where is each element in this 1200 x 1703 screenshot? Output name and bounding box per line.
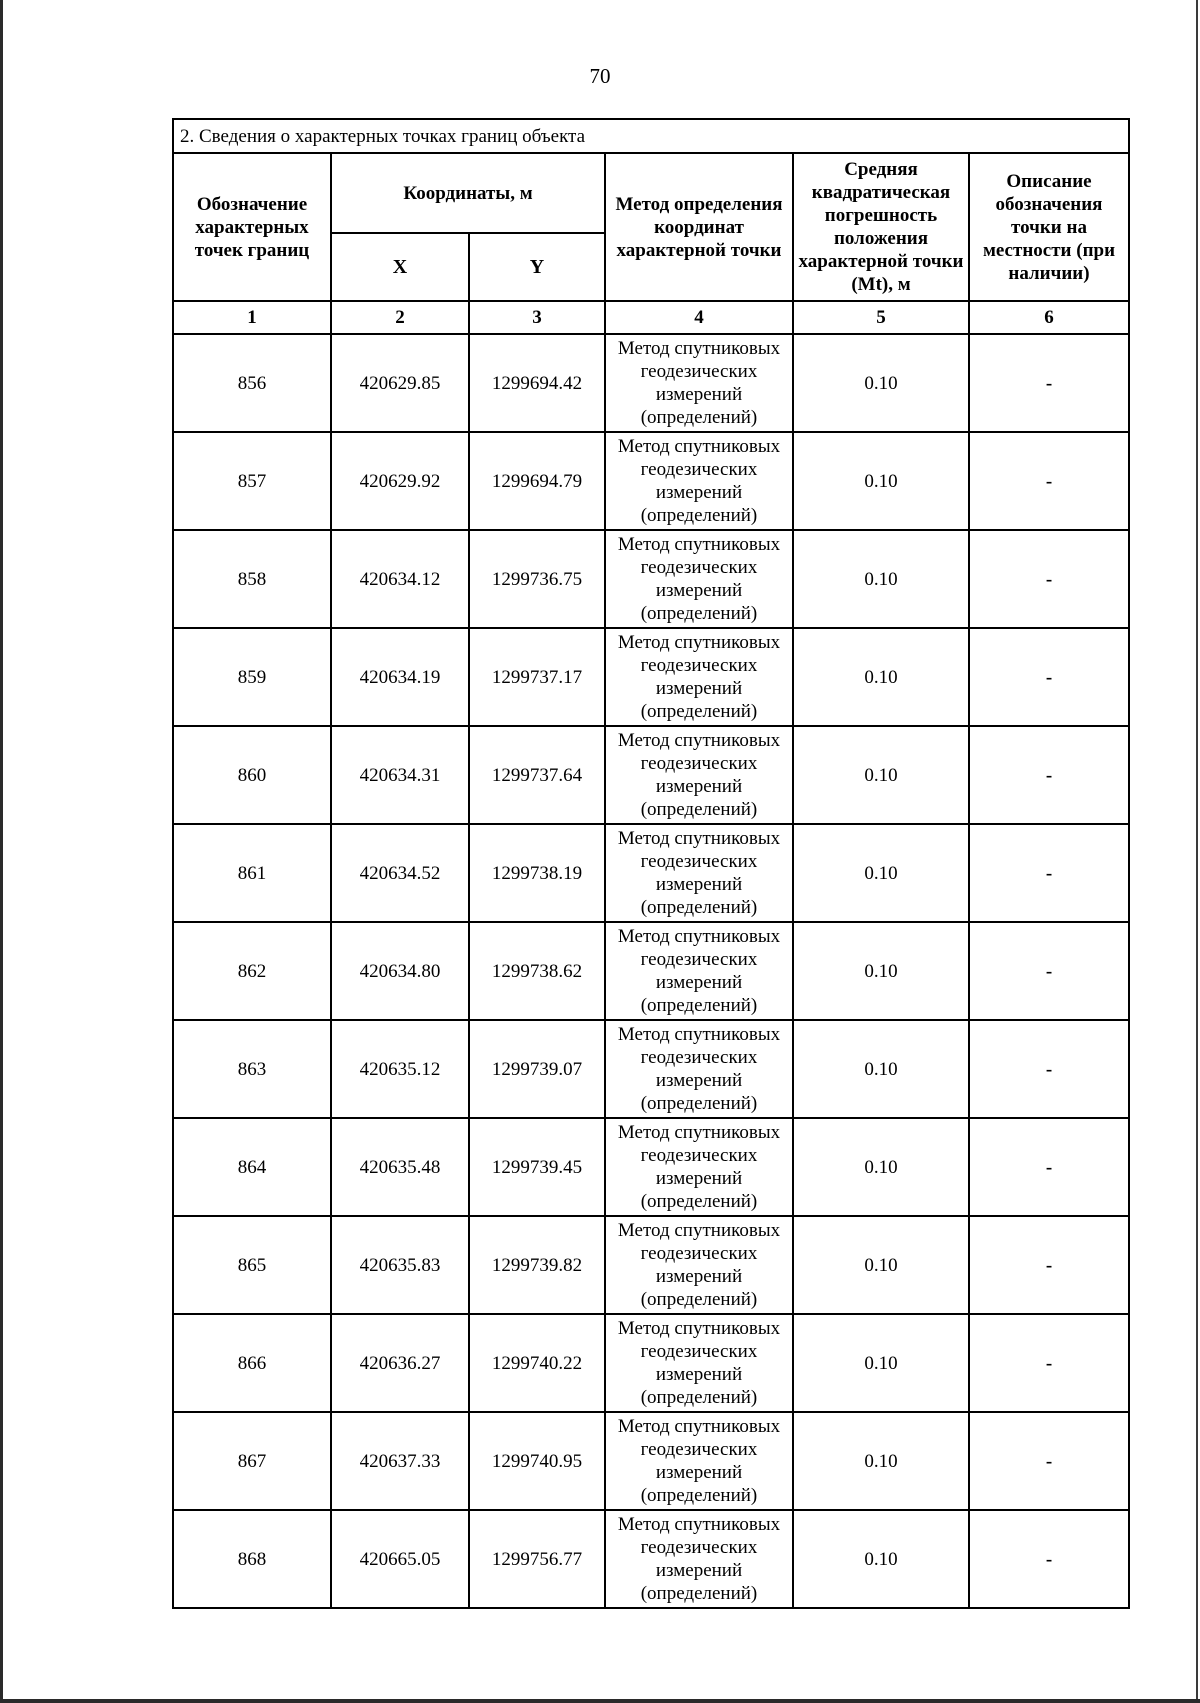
cell-mt: 0.10 [793, 1314, 969, 1412]
cell-mt: 0.10 [793, 1412, 969, 1510]
cell-point: 859 [173, 628, 331, 726]
cell-y: 1299739.45 [469, 1118, 605, 1216]
cell-description: - [969, 1510, 1129, 1608]
cell-y: 1299739.07 [469, 1020, 605, 1118]
cell-method: Метод спутниковых геодезических измерений (определений) [605, 1118, 793, 1216]
cell-x: 420634.31 [331, 726, 469, 824]
column-number-row [173, 301, 1129, 334]
cell-method: Метод спутниковых геодезических измерений (определений) [605, 1412, 793, 1510]
table-row [173, 1216, 1129, 1314]
cell-x: 420635.12 [331, 1020, 469, 1118]
cell-mt: 0.10 [793, 1510, 969, 1608]
column-number: 5 [793, 301, 969, 334]
cell-y: 1299737.17 [469, 628, 605, 726]
cell-mt: 0.10 [793, 530, 969, 628]
cell-point: 862 [173, 922, 331, 1020]
table-row [173, 334, 1129, 432]
scan-edge-left [0, 0, 3, 1703]
cell-method: Метод спутниковых геодезических измерений (определений) [605, 1020, 793, 1118]
cell-x: 420634.52 [331, 824, 469, 922]
cell-point: 867 [173, 1412, 331, 1510]
table-row [173, 824, 1129, 922]
cell-mt: 0.10 [793, 334, 969, 432]
header-y: Y [469, 233, 605, 301]
cell-mt: 0.10 [793, 1020, 969, 1118]
cell-mt: 0.10 [793, 1216, 969, 1314]
cell-x: 420629.92 [331, 432, 469, 530]
header-method: Метод определения координат характерной точки [605, 153, 793, 301]
cell-description: - [969, 530, 1129, 628]
cell-x: 420637.33 [331, 1412, 469, 1510]
cell-method: Метод спутниковых геодезических измерений (определений) [605, 628, 793, 726]
cell-description: - [969, 1216, 1129, 1314]
section-title-row [173, 119, 1129, 153]
cell-method: Метод спутниковых геодезических измерений (определений) [605, 1314, 793, 1412]
cell-description: - [969, 1314, 1129, 1412]
header-row-main [173, 153, 1129, 233]
cell-point: 860 [173, 726, 331, 824]
header-description: Описание обозначения точки на местности (при наличии) [969, 153, 1129, 301]
column-number: 4 [605, 301, 793, 334]
cell-method: Метод спутниковых геодезических измерений (определений) [605, 824, 793, 922]
table-row [173, 1118, 1129, 1216]
cell-x: 420635.48 [331, 1118, 469, 1216]
cell-x: 420629.85 [331, 334, 469, 432]
cell-description: - [969, 922, 1129, 1020]
cell-method: Метод спутниковых геодезических измерений (определений) [605, 922, 793, 1020]
cell-method: Метод спутниковых геодезических измерений (определений) [605, 1510, 793, 1608]
cell-description: - [969, 1020, 1129, 1118]
cell-point: 856 [173, 334, 331, 432]
cell-x: 420634.80 [331, 922, 469, 1020]
table-row [173, 628, 1129, 726]
cell-y: 1299694.79 [469, 432, 605, 530]
cell-description: - [969, 726, 1129, 824]
column-number: 3 [469, 301, 605, 334]
column-number: 2 [331, 301, 469, 334]
cell-y: 1299740.95 [469, 1412, 605, 1510]
cell-description: - [969, 1118, 1129, 1216]
table-row [173, 530, 1129, 628]
cell-y: 1299738.62 [469, 922, 605, 1020]
cell-method: Метод спутниковых геодезических измерений (определений) [605, 726, 793, 824]
cell-y: 1299738.19 [469, 824, 605, 922]
scan-edge-right [1196, 0, 1198, 1703]
cell-description: - [969, 824, 1129, 922]
cell-method: Метод спутниковых геодезических измерений (определений) [605, 1216, 793, 1314]
cell-y: 1299756.77 [469, 1510, 605, 1608]
header-accuracy: Средняя квадратическая погрешность положения характерной точки (Mt), м [793, 153, 969, 301]
cell-point: 863 [173, 1020, 331, 1118]
cell-method: Метод спутниковых геодезических измерений (определений) [605, 334, 793, 432]
table-row [173, 922, 1129, 1020]
column-number: 6 [969, 301, 1129, 334]
table-row [173, 1412, 1129, 1510]
cell-description: - [969, 432, 1129, 530]
table-row [173, 1510, 1129, 1608]
cell-x: 420635.83 [331, 1216, 469, 1314]
header-x: X [331, 233, 469, 301]
cell-mt: 0.10 [793, 1118, 969, 1216]
cell-y: 1299739.82 [469, 1216, 605, 1314]
cell-mt: 0.10 [793, 726, 969, 824]
cell-method: Метод спутниковых геодезических измерений (определений) [605, 432, 793, 530]
boundary-points-table [172, 118, 1130, 1609]
cell-mt: 0.10 [793, 432, 969, 530]
table-body [173, 119, 1129, 1608]
cell-point: 868 [173, 1510, 331, 1608]
cell-y: 1299740.22 [469, 1314, 605, 1412]
cell-mt: 0.10 [793, 922, 969, 1020]
cell-y: 1299736.75 [469, 530, 605, 628]
cell-point: 866 [173, 1314, 331, 1412]
cell-mt: 0.10 [793, 628, 969, 726]
table-row [173, 726, 1129, 824]
cell-description: - [969, 334, 1129, 432]
cell-point: 857 [173, 432, 331, 530]
cell-y: 1299694.42 [469, 334, 605, 432]
cell-description: - [969, 628, 1129, 726]
cell-x: 420636.27 [331, 1314, 469, 1412]
page-number: 70 [589, 64, 611, 88]
section-title: 2. Сведения о характерных точках границ объекта [173, 119, 1129, 153]
table-row [173, 1314, 1129, 1412]
cell-x: 420665.05 [331, 1510, 469, 1608]
cell-x: 420634.12 [331, 530, 469, 628]
column-number: 1 [173, 301, 331, 334]
cell-point: 858 [173, 530, 331, 628]
cell-point: 865 [173, 1216, 331, 1314]
cell-mt: 0.10 [793, 824, 969, 922]
cell-y: 1299737.64 [469, 726, 605, 824]
cell-point: 864 [173, 1118, 331, 1216]
table-row [173, 432, 1129, 530]
cell-point: 861 [173, 824, 331, 922]
cell-description: - [969, 1412, 1129, 1510]
header-coordinates: Координаты, м [331, 153, 605, 233]
cell-method: Метод спутниковых геодезических измерений (определений) [605, 530, 793, 628]
cell-x: 420634.19 [331, 628, 469, 726]
scan-edge-bottom [0, 1699, 1200, 1703]
table-row [173, 1020, 1129, 1118]
header-designation: Обозначение характерных точек границ [173, 153, 331, 301]
